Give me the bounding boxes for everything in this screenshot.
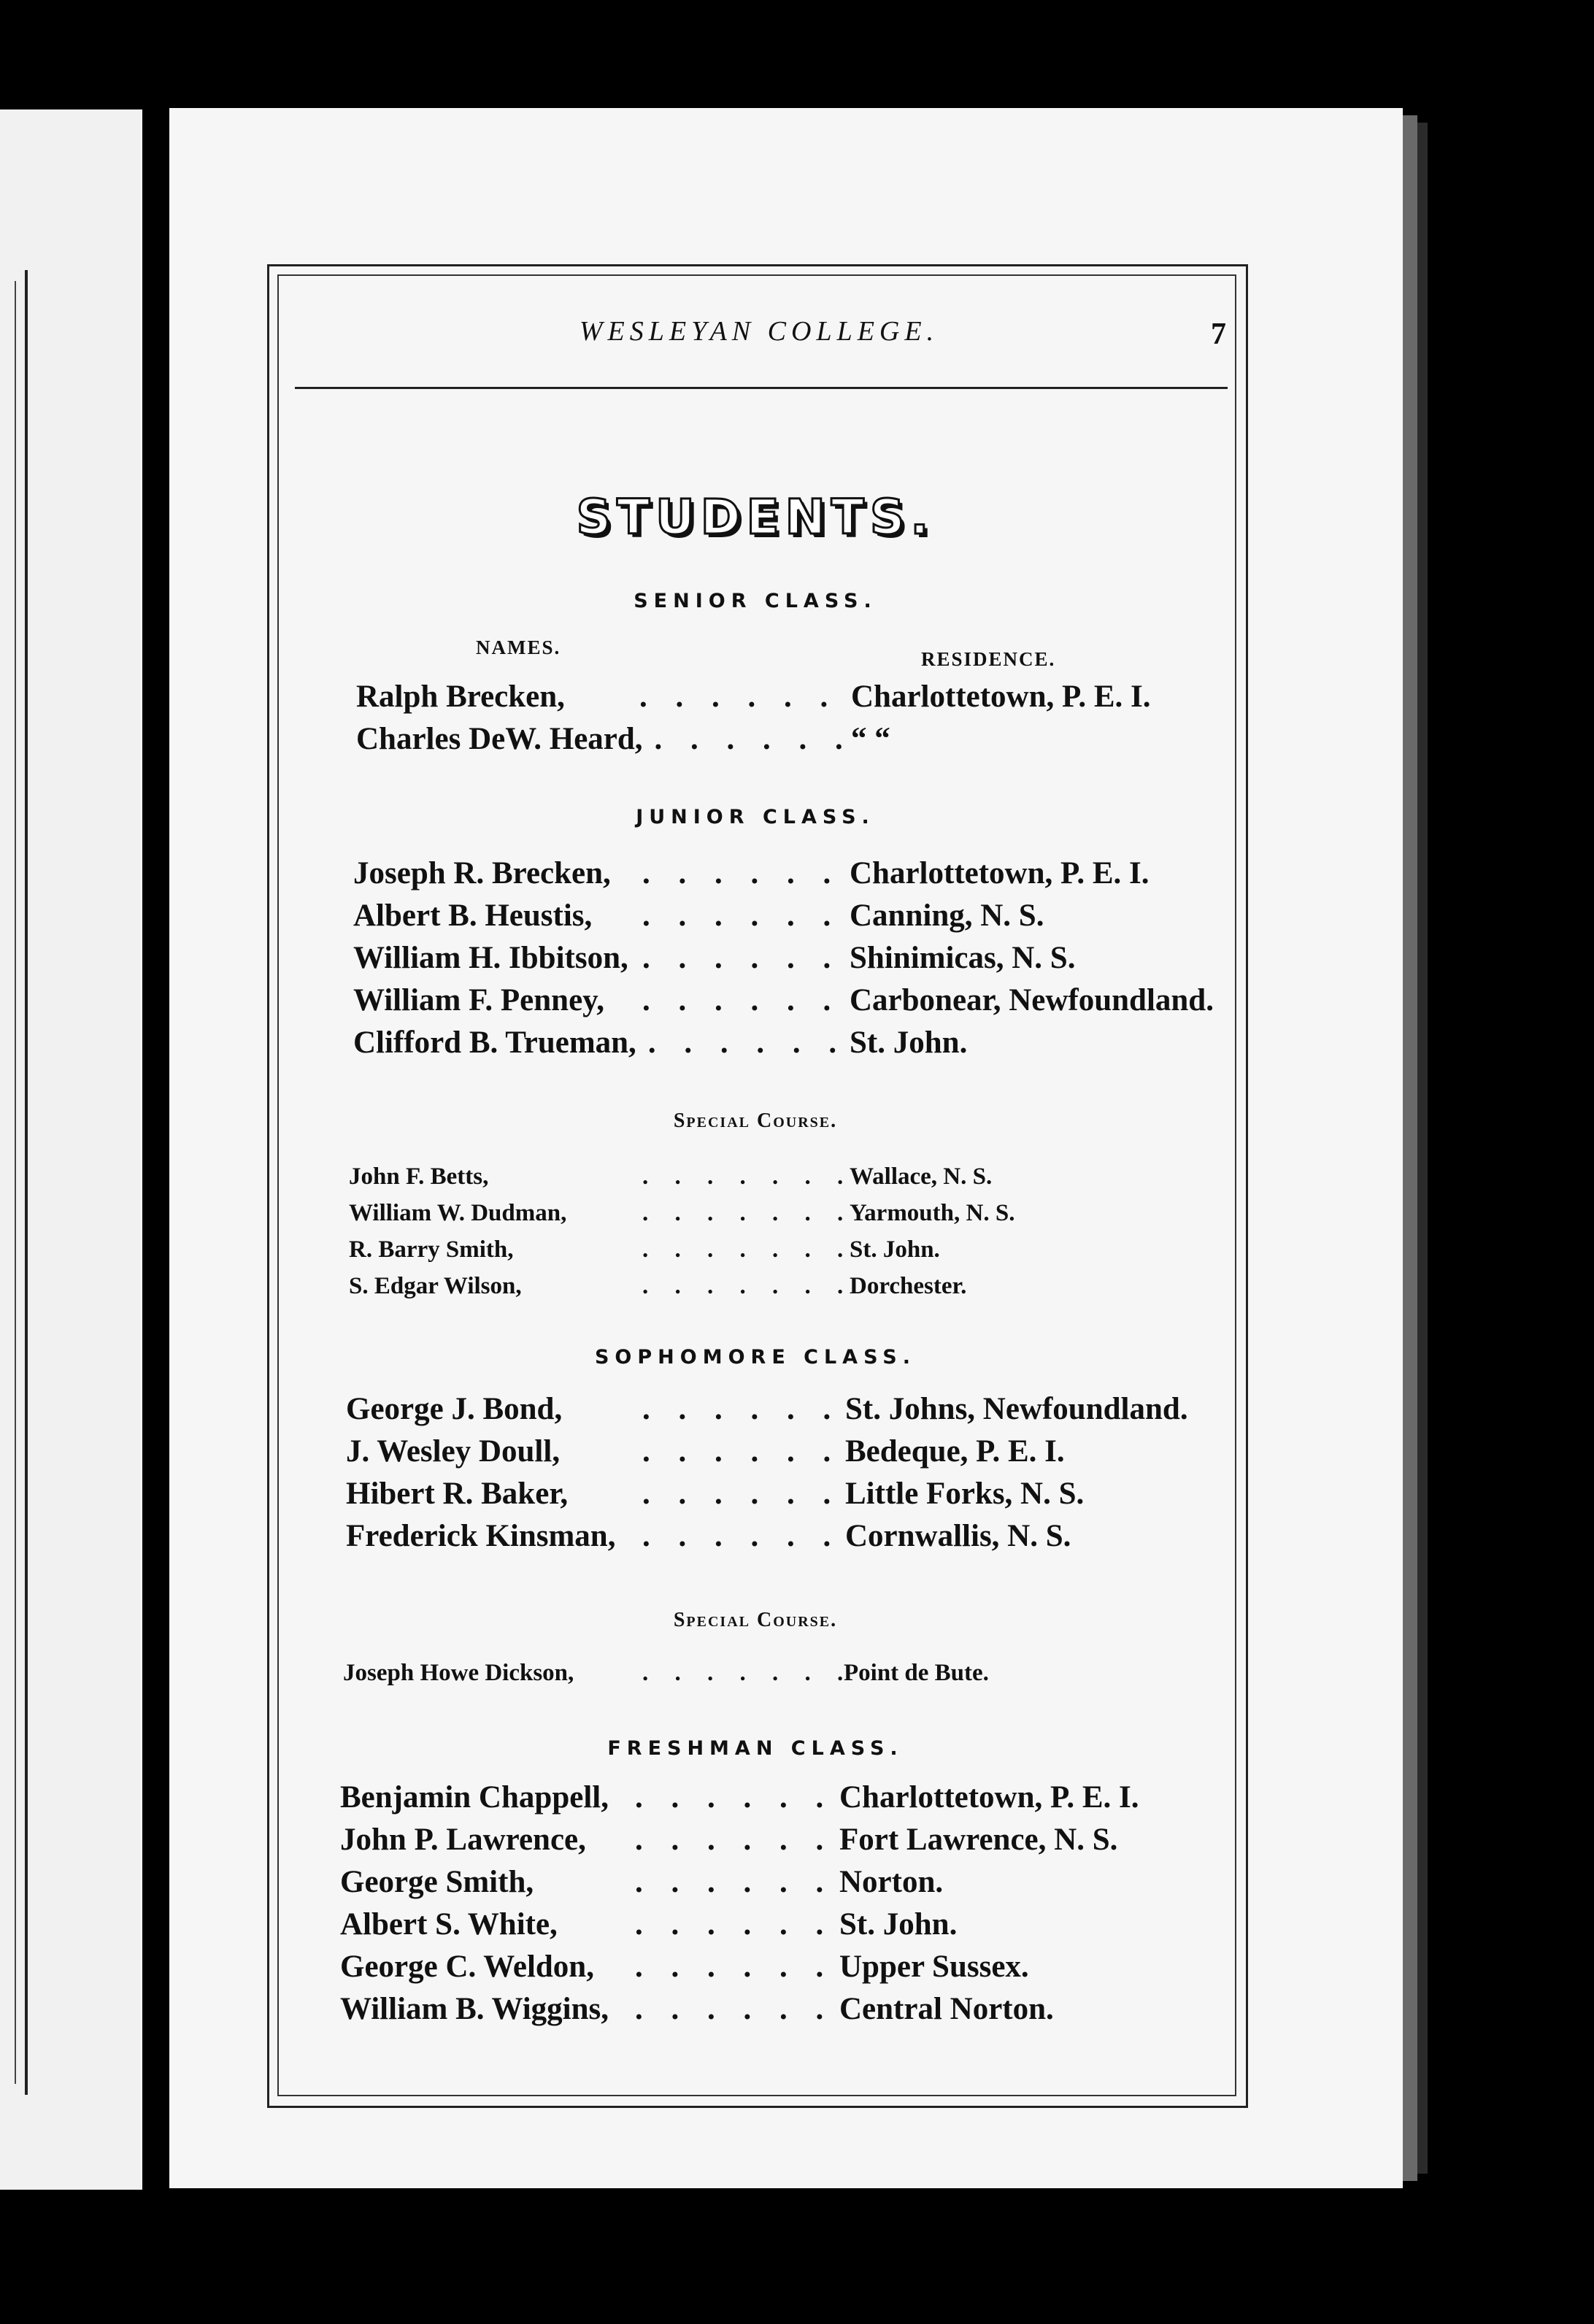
leader-dots: . . . . . . xyxy=(642,1392,842,1426)
facing-page-edge xyxy=(0,109,142,2190)
student-residence: Central Norton. xyxy=(839,1992,1054,2026)
student-residence: Norton. xyxy=(839,1865,944,1899)
facing-page-inner-border xyxy=(0,281,16,2084)
student-residence: St. Johns, Newfoundland. xyxy=(845,1392,1188,1426)
student-row xyxy=(340,1779,1248,1817)
student-row xyxy=(343,1660,1252,1698)
student-name: Frederick Kinsman, xyxy=(346,1519,616,1553)
student-name: William H. Ibbitson, xyxy=(353,941,628,975)
leader-dots: . . . . . . . xyxy=(642,1660,854,1686)
student-row xyxy=(346,1434,1254,1471)
student-row xyxy=(356,721,1260,759)
leader-dots: . . . . . . xyxy=(635,1907,834,1942)
leader-dots: . . . . . . xyxy=(642,1434,842,1469)
leader-dots: . . . . . . xyxy=(642,1519,842,1553)
student-row xyxy=(346,1518,1254,1556)
student-row xyxy=(346,1391,1254,1429)
student-row xyxy=(353,898,1258,936)
student-residence: Charlottetown, P. E. I. xyxy=(839,1780,1139,1815)
student-name: Ralph Brecken, xyxy=(356,680,565,714)
leader-dots: . . . . . . xyxy=(635,1823,834,1857)
student-row xyxy=(340,1822,1248,1860)
student-name: John P. Lawrence, xyxy=(340,1823,586,1857)
student-name: J. Wesley Doull, xyxy=(346,1434,561,1469)
student-name: Benjamin Chappell, xyxy=(340,1780,609,1815)
student-name: George C. Weldon, xyxy=(340,1950,594,1984)
student-row xyxy=(340,1906,1248,1944)
running-title: WESLEYAN COLLEGE. xyxy=(579,316,939,347)
page-heading: STUDENTS. xyxy=(576,489,935,545)
leader-dots: . . . . . . xyxy=(642,941,842,975)
leader-dots: . . . . . . xyxy=(642,1477,842,1511)
student-name: William F. Penney, xyxy=(353,983,605,1017)
student-name: R. Barry Smith, xyxy=(349,1236,514,1263)
student-residence: Yarmouth, N. S. xyxy=(850,1200,1015,1226)
leader-dots: . . . . . . xyxy=(642,856,842,890)
student-name: Albert B. Heustis, xyxy=(353,899,593,933)
leader-dots: . . . . . . xyxy=(635,1992,834,2026)
leader-dots: . . . . . . . xyxy=(642,1163,854,1190)
book-cover-edge xyxy=(1417,123,1428,2174)
header-rule xyxy=(295,387,1228,389)
student-name: Hibert R. Baker, xyxy=(346,1477,569,1511)
sophomore-special-course-heading: Special Course. xyxy=(673,1609,838,1631)
junior-class-heading: JUNIOR CLASS. xyxy=(636,806,875,828)
student-residence: Canning, N. S. xyxy=(850,899,1044,933)
student-name: Clifford B. Trueman, xyxy=(353,1026,636,1060)
student-row xyxy=(340,1864,1248,1902)
student-name: S. Edgar Wilson, xyxy=(349,1273,522,1299)
student-row xyxy=(346,1476,1254,1514)
student-row xyxy=(340,1949,1248,1987)
student-residence: Fort Lawrence, N. S. xyxy=(839,1823,1118,1857)
student-residence: St. John. xyxy=(850,1236,940,1263)
residence-column-header: RESIDENCE. xyxy=(921,648,1056,670)
student-name: Albert S. White, xyxy=(340,1907,558,1942)
student-residence: Shinimicas, N. S. xyxy=(850,941,1076,975)
sophomore-class-heading: SOPHOMORE CLASS. xyxy=(594,1346,917,1369)
student-row xyxy=(353,940,1258,978)
names-column-header: NAMES. xyxy=(476,636,561,658)
student-residence: Cornwallis, N. S. xyxy=(845,1519,1071,1553)
senior-class-heading: SENIOR CLASS. xyxy=(634,590,877,612)
leader-dots: . . . . . . xyxy=(642,983,842,1017)
student-residence: Point de Bute. xyxy=(844,1660,989,1686)
leader-dots: . . . . . . . xyxy=(642,1273,854,1299)
leader-dots: . . . . . . xyxy=(635,1865,834,1899)
student-residence: Bedeque, P. E. I. xyxy=(845,1434,1065,1469)
student-row xyxy=(353,1025,1258,1063)
student-residence: Dorchester. xyxy=(850,1273,967,1299)
student-name: William B. Wiggins, xyxy=(340,1992,609,2026)
junior-special-course-heading: Special Course. xyxy=(673,1109,838,1132)
student-residence: St. John. xyxy=(850,1026,968,1060)
running-head xyxy=(292,315,1226,359)
student-name: Joseph R. Brecken, xyxy=(353,856,611,890)
student-residence: Upper Sussex. xyxy=(839,1950,1029,1984)
student-residence: Wallace, N. S. xyxy=(850,1163,993,1190)
student-residence: “ “ xyxy=(851,722,890,756)
freshman-class-heading: FRESHMAN CLASS. xyxy=(607,1737,904,1760)
student-residence: Charlottetown, P. E. I. xyxy=(851,680,1151,714)
student-name: William W. Dudman, xyxy=(349,1200,567,1226)
page-stack-edge xyxy=(1403,115,1417,2181)
student-residence: Charlottetown, P. E. I. xyxy=(850,856,1150,890)
leader-dots: . . . . . . . xyxy=(642,1236,854,1263)
student-residence: St. John. xyxy=(839,1907,958,1942)
student-row xyxy=(353,982,1258,1020)
student-row xyxy=(356,679,1260,717)
leader-dots: . . . . . . xyxy=(635,1780,834,1815)
student-row xyxy=(349,1163,1258,1201)
leader-dots: . . . . . . xyxy=(654,722,853,756)
student-row xyxy=(349,1200,1258,1238)
student-name: George J. Bond, xyxy=(346,1392,563,1426)
leader-dots: . . . . . . . xyxy=(642,1200,854,1226)
student-row xyxy=(353,855,1258,893)
student-name: Charles DeW. Heard, xyxy=(356,722,643,756)
leader-dots: . . . . . . xyxy=(647,1026,847,1060)
page-number: 7 xyxy=(1211,318,1226,351)
student-residence: Little Forks, N. S. xyxy=(845,1477,1085,1511)
leader-dots: . . . . . . xyxy=(639,680,839,714)
leader-dots: . . . . . . xyxy=(635,1950,834,1984)
student-row xyxy=(349,1273,1258,1311)
student-name: John F. Betts, xyxy=(349,1163,489,1190)
student-name: Joseph Howe Dickson, xyxy=(343,1660,574,1686)
student-name: George Smith, xyxy=(340,1865,534,1899)
student-row xyxy=(340,1991,1248,2029)
student-residence: Carbonear, Newfoundland. xyxy=(850,983,1214,1017)
leader-dots: . . . . . . xyxy=(642,899,842,933)
student-row xyxy=(349,1236,1258,1274)
